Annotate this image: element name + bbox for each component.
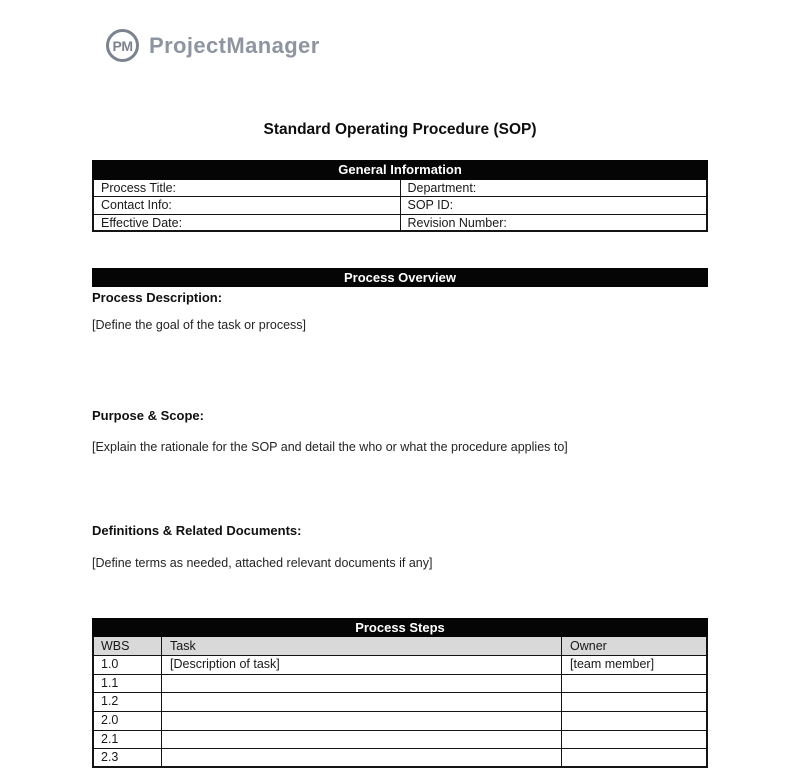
- field-sop-id[interactable]: SOP ID:: [407, 198, 454, 213]
- field-effective-date[interactable]: Effective Date:: [94, 215, 401, 230]
- step-wbs-cell[interactable]: 1.2: [94, 693, 162, 711]
- step-wbs-cell[interactable]: 1.0: [94, 656, 162, 674]
- table-row: [92, 656, 708, 675]
- field-process-title[interactable]: Process Title:: [94, 180, 401, 196]
- col-header-owner: Owner: [570, 639, 607, 653]
- pm-logo-monogram: PM: [112, 37, 133, 54]
- process-overview-header-bar: Process Overview: [92, 268, 708, 287]
- general-information-table: [92, 160, 708, 232]
- field-revision-number[interactable]: Revision Number:: [407, 215, 507, 230]
- step-owner-cell[interactable]: [562, 712, 706, 730]
- step-task-cell[interactable]: [162, 712, 562, 730]
- col-header-wbs: WBS: [94, 637, 162, 655]
- step-wbs-cell[interactable]: 2.3: [94, 749, 162, 766]
- table-row: [92, 693, 708, 712]
- definitions-placeholder[interactable]: [Define terms as needed, attached relevant documents if any]: [92, 556, 433, 570]
- col-header-task: Task: [162, 637, 562, 655]
- table-row: [92, 749, 708, 768]
- process-description-label: Process Description:: [92, 290, 223, 305]
- field-contact-info[interactable]: Contact Info:: [94, 197, 401, 213]
- definitions-label: Definitions & Related Documents:: [92, 523, 302, 538]
- field-department[interactable]: Department:: [407, 181, 477, 195]
- step-task-cell[interactable]: [162, 693, 562, 711]
- table-row: [92, 675, 708, 694]
- step-wbs-cell[interactable]: 2.1: [94, 731, 162, 749]
- step-task-cell[interactable]: [162, 749, 562, 766]
- general-info-row: [92, 197, 708, 214]
- step-wbs-cell[interactable]: 1.1: [94, 675, 162, 693]
- table-row: [92, 712, 708, 731]
- general-info-row: [92, 180, 708, 197]
- general-information-header-bar: General Information: [92, 160, 708, 180]
- step-task-cell[interactable]: [162, 731, 562, 749]
- process-description-placeholder[interactable]: [Define the goal of the task or process]: [92, 318, 307, 332]
- step-owner-cell[interactable]: [562, 693, 706, 711]
- step-task-cell[interactable]: [Description of task]: [162, 656, 562, 674]
- pm-logo-icon: [106, 29, 139, 62]
- step-owner-cell[interactable]: [team member]: [570, 657, 655, 671]
- process-steps-column-header-row: [92, 637, 708, 656]
- page-title: Standard Operating Procedure (SOP): [263, 121, 537, 138]
- purpose-scope-label: Purpose & Scope:: [92, 408, 204, 423]
- process-steps-header-bar: Process Steps: [92, 618, 708, 637]
- step-task-cell[interactable]: [162, 675, 562, 693]
- step-owner-cell[interactable]: [562, 749, 706, 766]
- table-row: [92, 731, 708, 750]
- general-info-row: [92, 215, 708, 232]
- logo-wordmark: ProjectManager: [149, 32, 320, 58]
- process-steps-table: [92, 618, 708, 768]
- projectmanager-logo: [106, 29, 320, 62]
- step-owner-cell[interactable]: [562, 675, 706, 693]
- step-owner-cell[interactable]: [562, 731, 706, 749]
- purpose-scope-placeholder[interactable]: [Explain the rationale for the SOP and detail the who or what the procedure applies to]: [92, 440, 568, 454]
- step-wbs-cell[interactable]: 2.0: [94, 712, 162, 730]
